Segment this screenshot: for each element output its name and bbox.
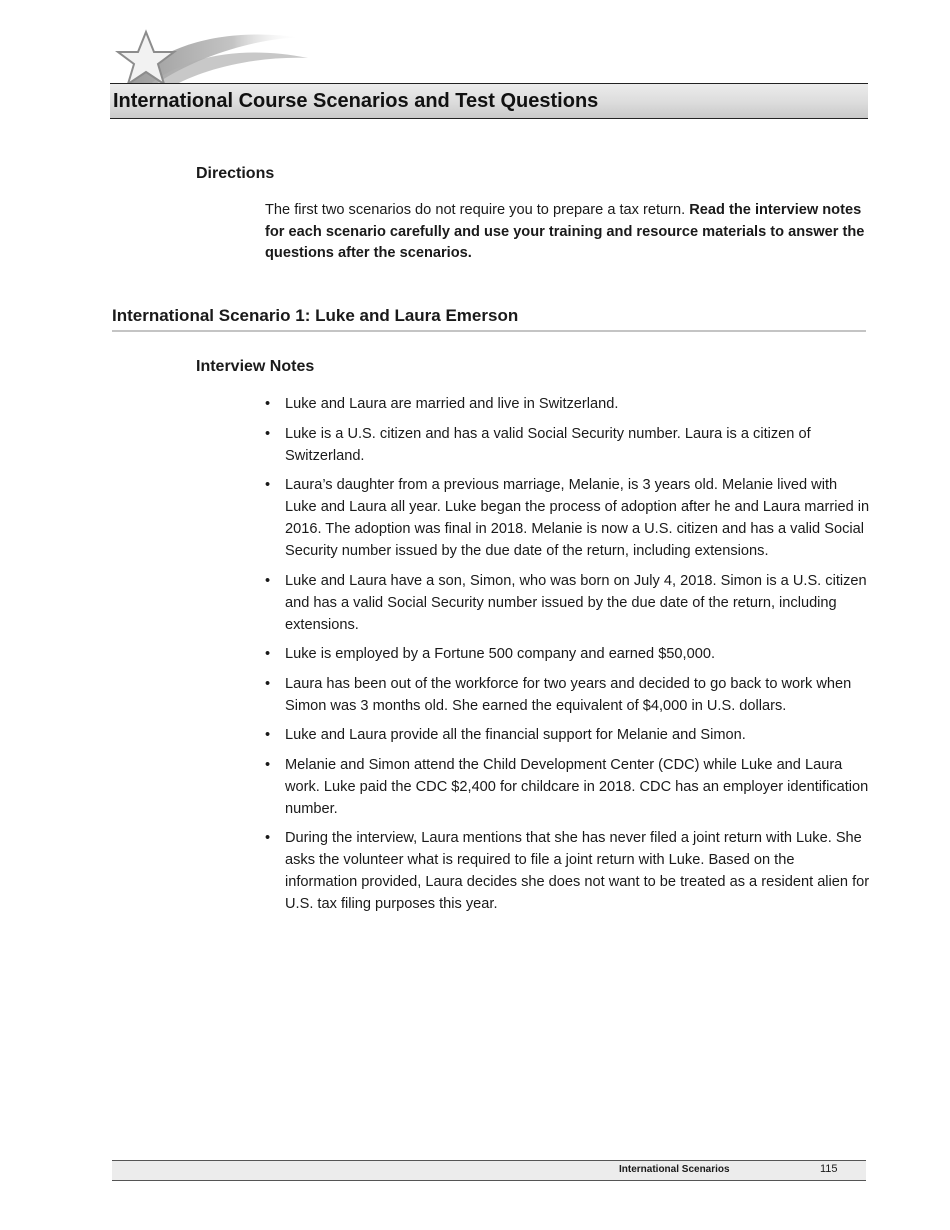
list-item (265, 724, 870, 746)
note-text: During the interview, Laura mentions that she has never filed a joint return with Luke. She asks the volunteer what is required to file a joint return with Luke. Based on the information provided, Laura decides she does not want to be treated as a resident alien for U.S. tax filing purposes this year. (285, 830, 870, 912)
bullet-icon: • (265, 675, 271, 692)
bullet-icon: • (265, 727, 271, 743)
scenario-heading (112, 306, 866, 332)
note-text: Melanie and Simon attend the Child Development Center (CDC) while Luke and Laura work. Luke paid the CDC $2,400 for childcare in 2018. CDC has an employer identification number. (285, 756, 869, 817)
note-text: Luke and Laura are married and live in Switzerland. (285, 396, 619, 412)
scenario-title: International Scenario 1: Luke and Laura Emerson (112, 306, 519, 325)
directions-heading: Directions (196, 165, 275, 182)
list-item (265, 423, 870, 467)
page-number: 115 (820, 1163, 838, 1175)
list-item (265, 754, 870, 820)
title-bar (110, 83, 868, 119)
note-text: Luke and Laura have a son, Simon, who was born on July 4, 2018. Simon is a U.S. citizen and has a valid Social Security number issued by the due date of the return, including extensions. (285, 572, 867, 633)
list-item (265, 827, 870, 915)
directions-plain-text: The first two scenarios do not require you to prepare a tax return. (265, 202, 686, 218)
list-item (265, 393, 870, 415)
list-item (265, 570, 870, 636)
bullet-icon: • (265, 756, 271, 773)
list-item (265, 643, 870, 665)
bullet-icon: • (265, 425, 271, 442)
interview-notes-list (265, 393, 870, 923)
note-text: Luke is a U.S. citizen and has a valid Social Security number. Laura is a citizen of Switzerland. (285, 425, 811, 464)
page-footer (112, 1160, 866, 1181)
directions-bold-text: Read the interview notes for each scenario carefully and use your training and resource materials to answer the questions after the scenarios. (265, 202, 865, 261)
bullet-icon: • (265, 646, 271, 662)
bullet-icon: • (265, 396, 271, 412)
note-text: Laura has been out of the workforce for two years and decided to go back to work when Simon was 3 months old. She earned the equivalent of $4,000 in U.S. dollars. (285, 675, 852, 714)
bullet-icon: • (265, 830, 271, 846)
bullet-icon: • (265, 477, 271, 493)
list-item (265, 673, 870, 717)
note-text: Laura’s daughter from a previous marriage, Melanie, is 3 years old. Melanie lived with Luke and Laura all year. Luke began the process of adoption after he and Laura married in 2016. The adoption was final in 2018. Melanie is now a U.S. citizen and has a valid Social Security number issued by the due date of the return, including extensions. (285, 477, 870, 559)
directions-paragraph (265, 200, 870, 265)
note-text: Luke and Laura provide all the financial support for Melanie and Simon. (285, 727, 746, 743)
footer-section-title: International Scenarios (619, 1164, 730, 1175)
bullet-icon: • (265, 572, 271, 589)
list-item (265, 474, 870, 562)
star-swoosh-icon (108, 28, 428, 90)
note-text: Luke is employed by a Fortune 500 company and earned $50,000. (285, 646, 715, 662)
page-title: International Course Scenarios and Test Questions (113, 90, 599, 112)
interview-notes-heading: Interview Notes (196, 358, 315, 375)
